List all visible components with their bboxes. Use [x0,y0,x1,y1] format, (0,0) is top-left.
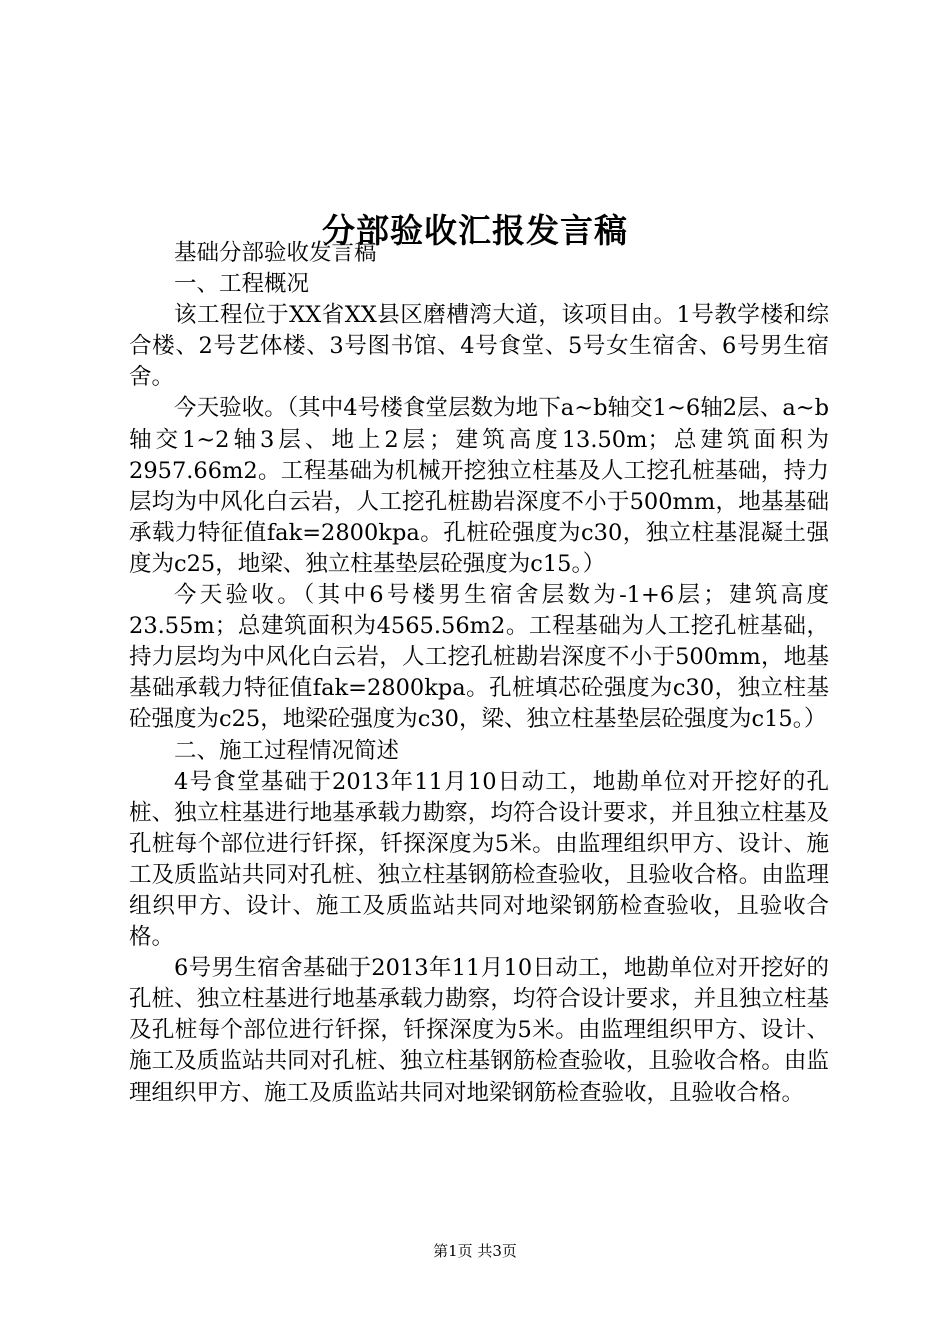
subtitle-paragraph: 基础分部验收发言稿 [174,240,377,266]
page-title: 分部验收汇报发言稿 [322,211,628,251]
paragraph-project-location: 该工程位于XX省XX县区磨槽湾大道，该项目由。1号教学楼和综合楼、2号艺体楼、3号图书馆、4号食堂、5号女生宿舍、6号男生宿舍。 [129,302,829,391]
document-body [129,238,829,1109]
section-heading-construction: 二、施工过程情况简述 [174,737,400,764]
paragraph-dormitory-construction: 6号男生宿舍基础于2013年11月10日动工，地勘单位对开挖好的孔桩、独立柱基进行地基承载力勘察，均符合设计要求，并且独立柱基及孔桩每个部位进行钎探，钎探深度为5米。由监理组织甲方、设计、施工及质监站共同对孔桩、独立柱基钢筋检查验收，且验收合格。由监理组织甲方、施工及质监站共同对地梁钢筋检查验收，且验收合格。 [129,955,829,1106]
paragraph-canteen-construction: 4号食堂基础于2013年11月10日动工，地勘单位对开挖好的孔桩、独立柱基进行地基承载力勘察，均符合设计要求，并且独立柱基及孔桩每个部位进行钎探，钎探深度为5米。由监理组织甲方、设计、施工及质监站共同对孔桩、独立柱基钢筋检查验收，且验收合格。由监理组织甲方、设计、施工及质监站共同对地梁钢筋检查验收，且验收合格。 [129,768,829,951]
paragraph-dormitory-acceptance: 今天验收。（其中6号楼男生宿舍层数为-1+6层；建筑高度23.55m；总建筑面积为4565.56m2。工程基础为人工挖孔桩基础，持力层均为中风化白云岩，人工挖孔桩勘岩深度不小于500mm，地基基础承载力特征值fak=2800kpa。孔桩填芯砼强度为c30，独立柱基砼强度为c25，地梁砼强度为c30，梁、独立柱基垫层砼强度为c15。） [129,582,829,733]
section-heading-overview: 一、工程概况 [174,271,310,298]
paragraph-canteen-acceptance: 今天验收。（其中4号楼食堂层数为地下a~b轴交1~6轴2层、a~b轴交1~2轴3层、地上2层；建筑高度13.50m；总建筑面积为2957.66m2。工程基础为机械开挖独立柱基及人工挖孔桩基础，持力层均为中风化白云岩，人工挖孔桩勘岩深度不小于500mm，地基基础承载力特征值fak=2800kpa。孔桩砼强度为c30，独立柱基混凝土强度为c25，地梁、独立柱基垫层砼强度为c15。） [129,395,829,577]
page-footer: 第1页 共3页 [433,1242,517,1260]
